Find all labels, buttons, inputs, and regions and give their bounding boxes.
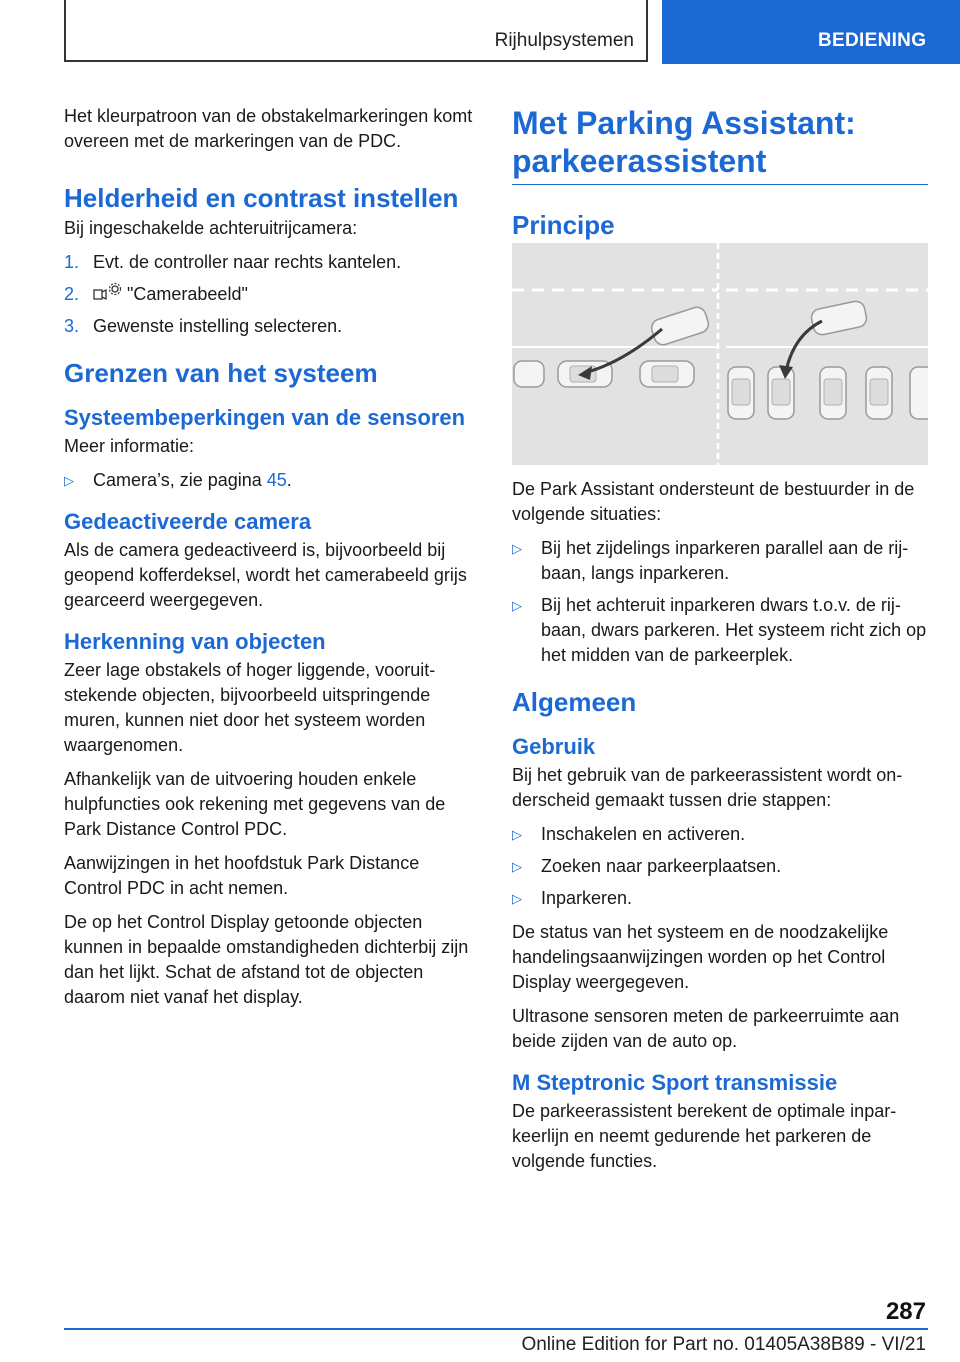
triangle-bullet-icon: ▷ bbox=[512, 541, 522, 556]
step-number: 2. bbox=[64, 284, 80, 304]
list-item bbox=[512, 854, 928, 879]
header-section-box bbox=[64, 0, 648, 62]
bullet-text: Inparkeren. bbox=[541, 888, 633, 908]
bullet-suffix: . bbox=[286, 470, 292, 490]
right-column bbox=[512, 104, 928, 1183]
bullet-text: Inschakelen en activeren. bbox=[541, 824, 746, 844]
heading-object-detection: Herkenning van objecten bbox=[64, 629, 326, 654]
bullet-text: Bij het achteruit inparkeren dwars t.o.v. de rijbaan, dwars parkeren. Het systeem richt zich op het midden van de parkeerplek. bbox=[541, 595, 927, 665]
intro-paragraph: Het kleurpatroon van de obstakelmarkeringen komt overeen met de markeringen van de PDC. bbox=[64, 106, 473, 151]
list-item bbox=[64, 468, 480, 493]
heading-steptronic: M Steptronic Sport transmissie bbox=[512, 1070, 838, 1095]
heading-sensor-limits: Systeembeperkingen van de sensoren bbox=[64, 405, 466, 430]
heading-principle: Principe bbox=[512, 210, 615, 240]
step-text: "Camerabeeld" bbox=[127, 284, 248, 304]
deactivated-paragraph: Als de camera gedeactiveerd is, bijvoorbeeld bij geopend kofferdeksel, wordt het camerabeeld grijs gearceerd weergegeven. bbox=[64, 540, 467, 610]
footer-divider bbox=[64, 1328, 928, 1330]
list-item bbox=[512, 822, 928, 847]
list-item bbox=[512, 536, 928, 586]
more-info-paragraph: Meer informatie: bbox=[64, 436, 195, 456]
detection-paragraph-1: Zeer lage obstakels of hoger liggende, vooruitstekende objecten, bijvoorbeeld uitspringende muren, kunnen niet door het systeem worden waargenomen. bbox=[64, 660, 436, 755]
bullet-text: Camera’s, zie pagina bbox=[93, 470, 267, 490]
page-number: 287 bbox=[885, 1298, 926, 1325]
detection-paragraph-3: Aanwijzingen in het hoofdstuk Park Distance Control PDC in acht nemen. bbox=[64, 853, 420, 898]
header-chapter-tab[interactable]: BEDIENING bbox=[662, 0, 960, 64]
heading-usage: Gebruik bbox=[512, 734, 596, 759]
triangle-bullet-icon: ▷ bbox=[512, 859, 522, 874]
brightness-paragraph: Bij ingeschakelde achteruitrijcamera: bbox=[64, 218, 358, 238]
step-item bbox=[64, 314, 480, 339]
heading-brightness: Helderheid en contrast instellen bbox=[64, 183, 459, 213]
more-info-list bbox=[64, 468, 480, 493]
triangle-bullet-icon: ▷ bbox=[64, 473, 74, 488]
heading-general: Algemeen bbox=[512, 687, 637, 717]
header-section-title: Rijhulpsystemen bbox=[494, 30, 634, 51]
status-paragraph: De status van het systeem en de noodzakelijke handelingsaanwijzingen worden op het Control Display weergegeven. bbox=[512, 922, 889, 992]
principle-list bbox=[512, 536, 928, 668]
step-item bbox=[64, 250, 480, 275]
step-text: Gewenste instelling selecteren. bbox=[93, 316, 343, 336]
usage-list bbox=[512, 822, 928, 911]
camera-settings-icon bbox=[93, 282, 123, 302]
triangle-bullet-icon: ▷ bbox=[512, 598, 522, 613]
bullet-text: Zoeken naar parkeerplaatsen. bbox=[541, 856, 782, 876]
steptronic-paragraph: De parkeerassistent berekent de optimale inparkeerlijn en neemt gedurende het parkeren de volgende functies. bbox=[512, 1101, 897, 1171]
detection-paragraph-2: Afhankelijk van de uitvoering houden enkele hulpfuncties ook rekening met gegevens van de Park Distance Control PDC. bbox=[64, 769, 446, 839]
heading-limits: Grenzen van het systeem bbox=[64, 358, 378, 388]
triangle-bullet-icon: ▷ bbox=[512, 827, 522, 842]
left-column bbox=[64, 104, 480, 1019]
usage-paragraph: Bij het gebruik van de parkeerassistent wordt onderscheid gemaakt tussen drie stappen: bbox=[512, 765, 903, 810]
principle-paragraph: De Park Assistant ondersteunt de bestuurder in de volgende situaties: bbox=[512, 479, 915, 524]
triangle-bullet-icon: ▷ bbox=[512, 891, 522, 906]
brightness-steps bbox=[64, 250, 480, 339]
parking-illustration bbox=[512, 243, 928, 465]
page-link[interactable]: 45 bbox=[266, 470, 287, 490]
bullet-text: Bij het zijdelings inparkeren parallel aan de rijbaan, langs inparkeren. bbox=[541, 538, 909, 583]
detection-paragraph-4: De op het Control Display getoonde objecten kunnen in bepaalde omstandigheden dichterbij zijn dan het lijkt. Schat de afstand tot de objecten daarom niet vanaf het display. bbox=[64, 912, 469, 1007]
list-item bbox=[512, 886, 928, 911]
step-item bbox=[64, 282, 480, 307]
heading-parking-assistant: Met Parking Assistant: parkeerassistent bbox=[512, 104, 928, 185]
edition-note: Online Edition for Part no. 01405A38B89 - VI/21 bbox=[521, 1334, 926, 1355]
step-text: Evt. de controller naar rechts kantelen. bbox=[93, 252, 402, 272]
ultrasonic-paragraph: Ultrasone sensoren meten de parkeerruimte aan beide zijden van de auto op. bbox=[512, 1006, 900, 1051]
step-number: 3. bbox=[64, 316, 80, 336]
list-item bbox=[512, 593, 928, 668]
step-number: 1. bbox=[64, 252, 80, 272]
heading-deactivated-camera: Gedeactiveerde camera bbox=[64, 509, 312, 534]
